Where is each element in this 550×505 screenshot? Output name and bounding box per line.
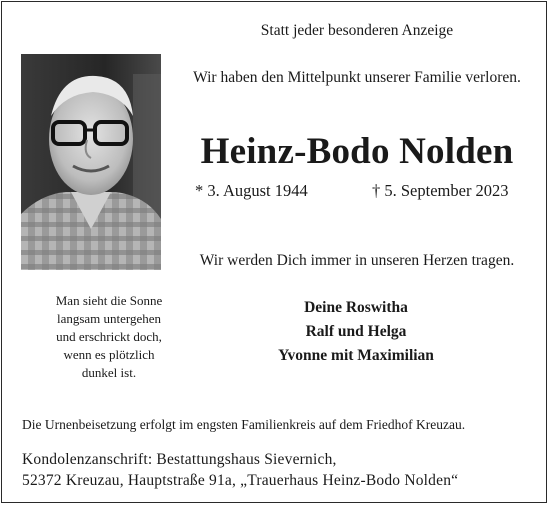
mourner-line: Yvonne mit Maximilian (278, 347, 434, 364)
mourner-line: Ralf und Helga (305, 323, 407, 340)
poem (20, 292, 198, 382)
condolence-address-line2: 52372 Kreuzau, Hauptstraße 91a, „Trauerhaus Heinz-Bodo Nolden“ (22, 472, 459, 489)
intro-line: Wir haben den Mittelpunkt unserer Familie verloren. (193, 69, 521, 86)
portrait-photo (21, 54, 161, 270)
portrait-image (21, 54, 161, 270)
mourners (198, 296, 514, 368)
obituary-notice (1, 1, 547, 503)
poem-line: und erschrickt doch, (56, 329, 162, 344)
poem-line: wenn es plötzlich (63, 347, 155, 362)
condolence-address-line1: Kondolenzanschrift: Bestattungshaus Sievernich, (22, 451, 337, 468)
poem-line: langsam untergehen (56, 311, 162, 326)
remembrance-line: Wir werden Dich immer in unseren Herzen tragen. (199, 252, 515, 269)
burial-notice: Die Urnenbeisetzung erfolgt im engsten Familienkreis auf dem Friedhof Kreuzau. (22, 417, 466, 432)
poem-line: dunkel ist. (81, 365, 137, 380)
birth-date: * 3. August 1944 (195, 181, 308, 200)
mourner-line: Deine Roswitha (304, 299, 408, 316)
death-date: † 5. September 2023 (372, 181, 509, 200)
header-title: Statt jeder besonderen Anzeige (260, 22, 454, 39)
deceased-name: Heinz-Bodo Nolden (200, 131, 514, 172)
poem-line: Man sieht die Sonne (55, 293, 163, 308)
